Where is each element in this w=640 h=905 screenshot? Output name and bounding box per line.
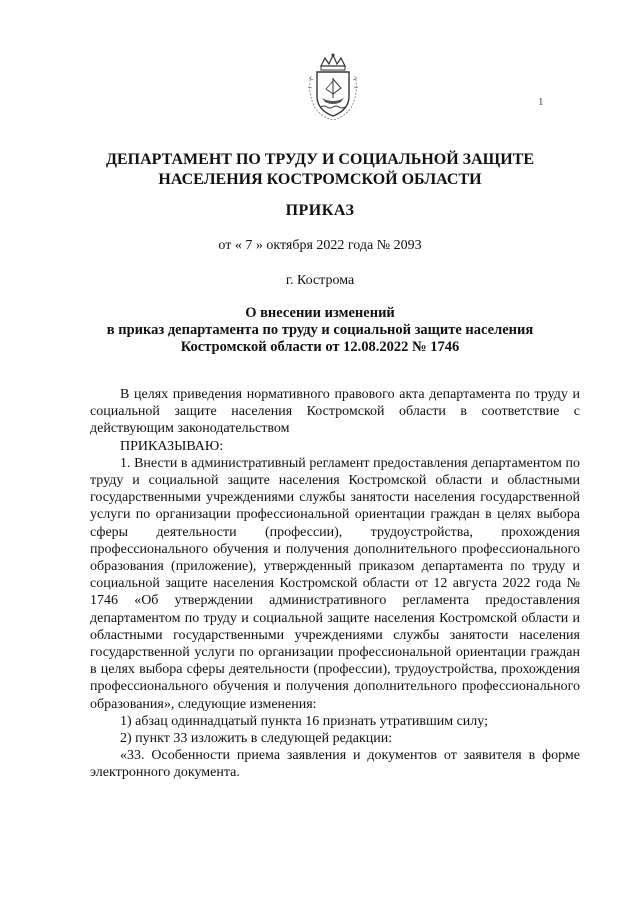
department-line-2: НАСЕЛЕНИЯ КОСТРОМСКОЙ ОБЛАСТИ <box>158 171 482 188</box>
quote-paragraph: «33. Особенности приема заявления и документов от заявителя в форме электронного документа. <box>90 748 580 781</box>
kostroma-coat-of-arms-icon <box>305 52 361 122</box>
subject-title <box>60 305 580 356</box>
page-number: 1 <box>538 96 544 108</box>
document-body <box>90 386 580 782</box>
preamble-paragraph: В целях приведения нормативного правового акта департамента по труду и социальной защите населения Костромской области в соответствие с действующим законодательством <box>90 387 580 437</box>
subject-line-2: в приказ департамента по труду и социальной защите населения <box>106 322 534 338</box>
subject-line-3: Костромской области от 12.08.2022 № 1746 <box>180 339 460 355</box>
date-line: от « 7 » октября 2022 года № 2093 <box>218 238 422 253</box>
sub-item-1: 1) абзац одиннадцатый пункта 16 признать утратившим силу; <box>120 713 488 729</box>
sub-item-2: 2) пункт 33 изложить в следующей редакции: <box>120 731 393 747</box>
department-line-1: ДЕПАРТАМЕНТ ПО ТРУДУ И СОЦИАЛЬНОЙ ЗАЩИТЕ <box>105 151 535 168</box>
document-type: ПРИКАЗ <box>285 202 355 219</box>
department-name <box>60 150 580 190</box>
orders-heading: ПРИКАЗЫВАЮ: <box>120 438 224 454</box>
item-1-paragraph: 1. Внести в административный регламент предоставления департаментом по труду и социальной защите населения Костромской области и областными государственными учреждениями службы занятости населения государственной услуги по организации профессиональной ориентации граждан в целях выбора сферы деятельности (профессии), трудоустройства, прохождения профессионального обучения и получения дополнительного профессионального образования (приложение), утвержденный приказом департамента по труду и социальной защите населения Костромской области от 12 августа 2022 года № 1746 «Об утверждении административного регламента предоставления департаментом по труду и социальной защите населения Костромской области и областными государственными учреждениями службы занятости населения государственной услуги по организации профессиональной ориентации граждан в целях выбора сферы деятельности (профессии), трудоустройства, прохождения профессионального обучения и получения дополнительного профессионального образования», следующие изменения: <box>90 455 580 712</box>
city: г. Кострома <box>285 273 355 288</box>
subject-line-1: О внесении изменений <box>245 305 395 321</box>
